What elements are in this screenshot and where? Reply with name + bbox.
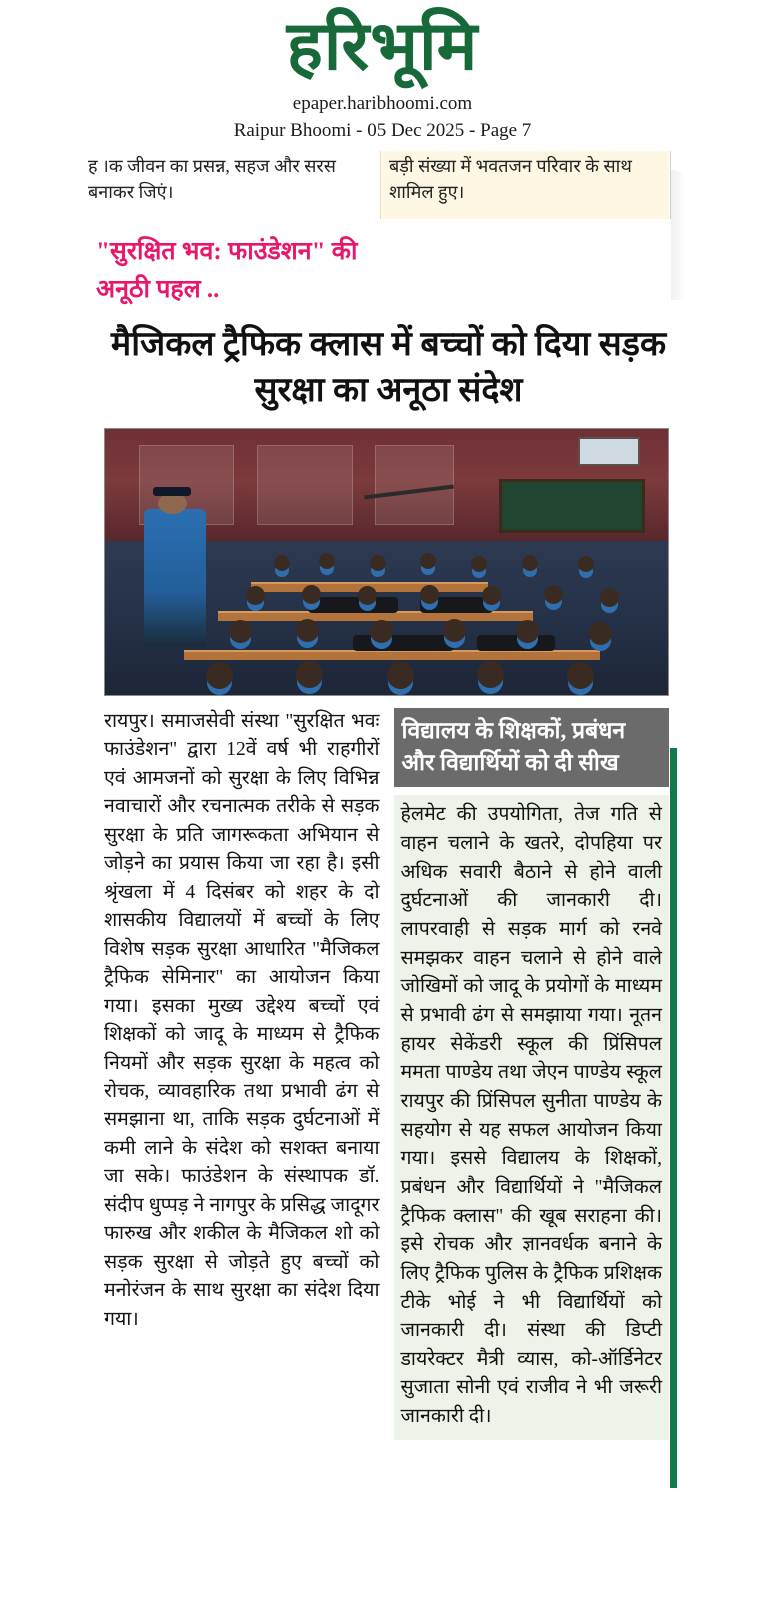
photo-student-head [482, 586, 501, 605]
photo-student-head [296, 661, 323, 688]
kicker-line-1: "सुरक्षित भव: फाउंडेशन" की [96, 237, 358, 265]
photo-police-officer-body [144, 509, 206, 647]
photo-schoolbag [477, 635, 556, 651]
photo-wall-panel [257, 445, 353, 525]
photo-student-head [443, 619, 466, 642]
photo-student-head [477, 661, 504, 688]
classroom-photo [104, 428, 669, 696]
article-body-right-box [394, 795, 670, 1439]
page-right-margin [687, 0, 765, 1600]
photo-window [578, 437, 640, 466]
masthead [0, 0, 765, 142]
article-headline: मैजिकल ट्रैफिक क्लास में बच्चों को दिया सड़क सुरक्षा का अनूठा संदेश [110, 326, 667, 409]
photo-student-head [370, 555, 386, 571]
epaper-url[interactable]: epaper.haribhoomi.com [292, 92, 473, 114]
article-body-left-text: रायपुर। समाजसेवी संस्था "सुरक्षित भवः फाउंडेशन" द्वारा 12वें वर्ष भी राहगीरों एवं आमजनों को सुरक्षा के लिए विभिन्न नवाचारों और रचनात्मक तरीके से सड़क सुरक्षा के प्रति जागरूकता अभियान से जोड़ने का प्रयास किया जा रहा है। इसी श्रृंखला में 4 दिसंबर को शहर के दो शासकीय विद्यालयों में बच्चों के लिए विशेष सड़क सुरक्षा आधारित "मैजिकल ट्रैफिक सेमिनार" का आयोजन किया गया। इसका मुख्य उद्देश्य बच्चों एवं शिक्षकों को जादू के माध्यम से ट्रैफिक नियमों और सड़क सुरक्षा के महत्व को रोचक, व्यावहारिक तथा प्रभावी ढंग से समझाना था, ताकि सड़क दुर्घटनाओं में कमी लाने के संदेश को सशक्त बनाया जा सके। फाउंडेशन के संस्थापक डॉ. संदीप धुप्पड़ ने नागपुर के प्रसिद्ध जादूगर फारुख और शकील के मैजिकल शो को सड़क सुरक्षा से जोड़ते हुए बच्चों को मनोरंजन के साथ सुरक्षा का संदेश दिया गया। [104, 710, 380, 1330]
photo-student-head [319, 553, 335, 569]
article-body-right-text: हेलमेट की उपयोगिता, तेज गति से वाहन चलाने के खतरे, दोपहिया पर अधिक सवारी बैठाने से होने वाली दुर्घटनाओं की जानकारी दी। लापरवाही से सड़क मार्ग को रनवे समझकर वाहन चलाने से होने वाले जोखिमों को जादू के प्रयोगों के माध्यम से प्रभावी ढंग से समझाया गया। नूतन हायर सेकेंडरी स्कूल की प्रिंसिपल ममता पाण्डेय तथा जेएन पाण्डेय स्कूल रायपुर की प्रिंसिपल सुनीता पाण्डेय के सहयोग से यह सफल आयोजन किया गया। इससे विद्यालय के शिक्षकों, प्रबंधन और विद्यार्थियों ने "मैजिकल ट्रैफिक क्लास" की खूब सराहना की। इसे रोचक और ज्ञानवर्धक बनाने के लिए ट्रैफिक पुलिस के ट्रैफिक प्रशिक्षक टीके भोई ने भी विद्यार्थियों को जानकारी दी। संस्था की डिप्टी डायरेक्टर मैत्री व्यास, को-ऑर्डिनेटर सुजाता सोनी एवं राजीव ने भी जरूरी जानकारी दी। [400, 804, 662, 1428]
photo-student-head [567, 662, 594, 689]
photo-student-head [206, 662, 233, 689]
clipped-text-right: बड़ी संख्या में भवतजन परिवार के साथ शामिल हुए। [380, 151, 669, 219]
photo-student-head [578, 556, 594, 572]
photo-wall-panel [375, 445, 454, 525]
photo-student-head [274, 555, 290, 571]
photo-student-head [600, 588, 619, 607]
photo-student-head [420, 585, 439, 604]
clipped-text-left: ह ।क जीवन का प्रसन्न, सहज और सरस बनाकर जिएं। [88, 155, 336, 202]
photo-student-head [370, 620, 393, 643]
photo-student-head [229, 620, 252, 643]
page-green-rule [670, 748, 677, 1488]
photo-student-head [420, 553, 436, 569]
page-left-margin [0, 0, 88, 1600]
photo-student-head [246, 586, 265, 605]
photo-student-head [296, 619, 319, 642]
masthead-logo: हरिभूमि [286, 8, 479, 84]
kicker-line-2: अनूठी पहल .. [96, 276, 220, 304]
photo-student-head [544, 585, 563, 604]
photo-student-head [302, 585, 321, 604]
photo-student-head [589, 622, 612, 645]
photo-schoolbag [308, 597, 398, 613]
photo-student-head [387, 662, 414, 689]
page-curl-shadow [671, 170, 687, 300]
photo-desk [218, 611, 533, 621]
photo-blackboard [499, 479, 645, 532]
photo-desk [184, 650, 601, 660]
photo-student-head [522, 555, 538, 571]
photo-police-officer-cap [153, 487, 190, 496]
photo-student-head [471, 556, 487, 572]
clipped-top-article [0, 151, 765, 219]
article-body [0, 708, 765, 1440]
article-kicker [96, 233, 616, 311]
article-column-left [104, 708, 380, 1334]
article-photo-wrapper [0, 428, 765, 696]
edition-line: Raipur Bhoomi - 05 Dec 2025 - Page 7 [233, 119, 532, 141]
photo-schoolbag [353, 635, 454, 651]
article-subhead: विद्यालय के शिक्षकों, प्रबंधन और विद्यार्थियों को दी सीख [394, 708, 670, 787]
article-column-right [394, 708, 670, 1440]
